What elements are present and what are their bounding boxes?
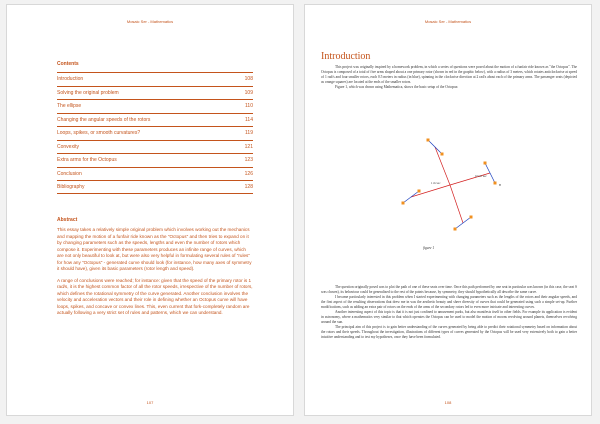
toc-entry-page: 126 <box>244 170 253 177</box>
toc-entry-label: Loops, spikes, or smooth curvatures? <box>57 130 141 137</box>
intro-paragraph-2: Figure 1, which was drawn using Mathematica, shows the basic setup of the Octopus: <box>335 85 459 89</box>
left-page <box>6 4 294 416</box>
toc-entry[interactable] <box>57 153 253 167</box>
primary-arm-4 <box>411 185 450 197</box>
seat-1 <box>427 139 430 142</box>
abstract-paragraph-2: A range of conclusions were reached; for instance: given that the speed of the primary rotor is 1 rad/s, it is the highest common factor of all the rotor speeds, irrespective of the number of rotors, which defines the rotational symmetry of the curve generated. Another conclusion involves the velocity and acceleration vectors and their role in defining whether an Octopus curve will have loops, spikes, and concave or convex lines. This, even current that fork-completely random are actually following a very strict set of rules and patterns, which we can understand. <box>57 277 253 315</box>
toc-entry-label: Conclusion <box>57 170 82 177</box>
secondary-rotor-1 <box>428 140 442 154</box>
body-paragraph-3: Another interesting aspect of this topic is that it is not just confined to amusement parks, but also manifests itself in other fields. For example its application is evident in astronomy, where a mathematics very similar to that which operates the Octopus can be used to model the motion of moons revolving around planets, themselves revolving around the sun. <box>321 310 577 324</box>
primary-arm-3 <box>450 185 463 223</box>
running-head-left: Mosaic Ser - Mathematics <box>126 19 174 24</box>
toc-entry-page: 119 <box>245 130 253 137</box>
toc-entry[interactable] <box>57 86 253 100</box>
toc-entry-page: 128 <box>244 183 253 190</box>
toc-entry-page: 110 <box>245 103 253 110</box>
octopus-figure <box>395 125 505 245</box>
running-head-right: Mosaic Ser - Mathematics <box>424 19 472 24</box>
secondary-rotor-3 <box>455 217 471 229</box>
body-paragraph-1: The question originally posed was to plot the path of one of these seats over time. Once this path performed by one seat in particular was known (in this case, the seat S was chosen), its behaviour could be generalized to the rest of the points because, by symmetry, they should hypothetically all describe the same curve. <box>321 285 577 294</box>
secondary-rotor-4 <box>403 191 419 203</box>
toc-entry[interactable] <box>57 99 253 113</box>
seat-3 <box>484 162 487 165</box>
toc-entry-page: 123 <box>244 157 253 164</box>
figure-caption: figure 1 <box>423 246 435 250</box>
toc-entry[interactable] <box>57 113 253 127</box>
toc-entry-label: Changing the angular speeds of the rotors <box>57 116 151 123</box>
body-text <box>321 285 577 340</box>
toc-entry-page: 114 <box>245 116 253 123</box>
toc-entry[interactable] <box>57 140 253 154</box>
toc-entry[interactable] <box>57 126 253 140</box>
body-paragraph-4: The principal aim of this project is to gain better understanding of the curves generated by being able to predict their rotational symmetry based on information about the rotors and their speeds. Throughout the investigation, illustrations of different types of curves generated by the Octopus will be used very extensively both to gain a better intuitive understanding and to test my hypotheses, once they have been formulated. <box>321 325 577 339</box>
body-paragraph-2: I became particularly interested in this problem when I started experimenting with changing parameters such as the lengths of the rotors and their angular speeds, and the first aspect of the resulting observations that drew me in was the aesthetic beauty and sheer diversity of curves that could be generated using such a simple set-up. Further modifications, such as adding an extra pair of rotors on the ends of the arms of the secondary rotors led to even more intricate and interesting curves. <box>321 295 577 309</box>
seat-5 <box>454 228 457 231</box>
figure-label-right: 0.5 m·sec <box>475 174 487 178</box>
toc-entry-label: Introduction <box>57 76 84 83</box>
right-page <box>304 4 592 416</box>
table-of-contents <box>57 61 253 194</box>
page-number-left: 107 <box>146 400 154 405</box>
seat-7 <box>402 202 405 205</box>
seat-8 <box>418 190 421 193</box>
toc-title: Contents <box>57 61 79 67</box>
intro-paragraph-1: This project was originally inspired by a homework problem, in which a series of questions were posed about the motion of a funfair ride known as "the Octopus". The Octopus is composed of a total of five arms shaped about a one primary rotor (shown in red in the graphic below), with a radius of 3 meters, which rotates anticlockwise at speed of 1 rad/s and four smaller rotors, each 0.5 meters in radius (in blue), spinning in the clockwise direction at 2 rad/s about each of the primary arms. The passenger seats (depicted as orange squares) are located at the ends of the smaller rotors. <box>321 65 577 84</box>
toc-entry-label: Solving the original problem <box>57 89 119 96</box>
figure-label-left: 1 m·sec <box>431 181 441 185</box>
abstract-paragraph-1: This essay takes a relatively simple original problem which involves working out the mechanics and mapping the motion of a funfair ride known as the "Octopus" and then tries to expand on it by changing parameters such as the speeds, lengths and even the number of rotors which compose it. Experimenting with these parameters produces an infinite range of curves, which are not only beautiful to look at, but were also very helpful in formulating several rules of "rules" for how any "Octopus" - generated curve should look (for instance, how many axes of symmetry it should have), given its basic parameters (rotor length and speed). <box>57 227 252 271</box>
abstract <box>57 217 253 322</box>
toc-entry-page: 109 <box>244 89 253 96</box>
abstract-title: Abstract <box>57 217 78 223</box>
secondary-rotor-2 <box>485 163 495 183</box>
toc-entry-label: The ellipse <box>57 103 82 110</box>
seat-4 <box>494 182 497 185</box>
section-title-introduction: Introduction <box>321 51 371 62</box>
toc-entry-label: Convexity <box>57 143 79 150</box>
figure-label-b: B <box>499 183 502 187</box>
seat-2 <box>441 153 444 156</box>
page-number-right: 108 <box>444 400 452 405</box>
toc-entry-page: 108 <box>244 76 253 83</box>
toc-entry-page: 121 <box>244 143 253 150</box>
octopus-diagram <box>395 125 505 245</box>
toc-entry-label: Extra arms for the Octopus <box>57 157 117 164</box>
intro-text <box>321 65 577 90</box>
toc-entry[interactable] <box>57 167 253 181</box>
toc-entry[interactable] <box>57 72 253 86</box>
toc-entry-label: Bibliography <box>57 183 85 190</box>
seat-6 <box>470 216 473 219</box>
toc-entry[interactable] <box>57 180 253 194</box>
